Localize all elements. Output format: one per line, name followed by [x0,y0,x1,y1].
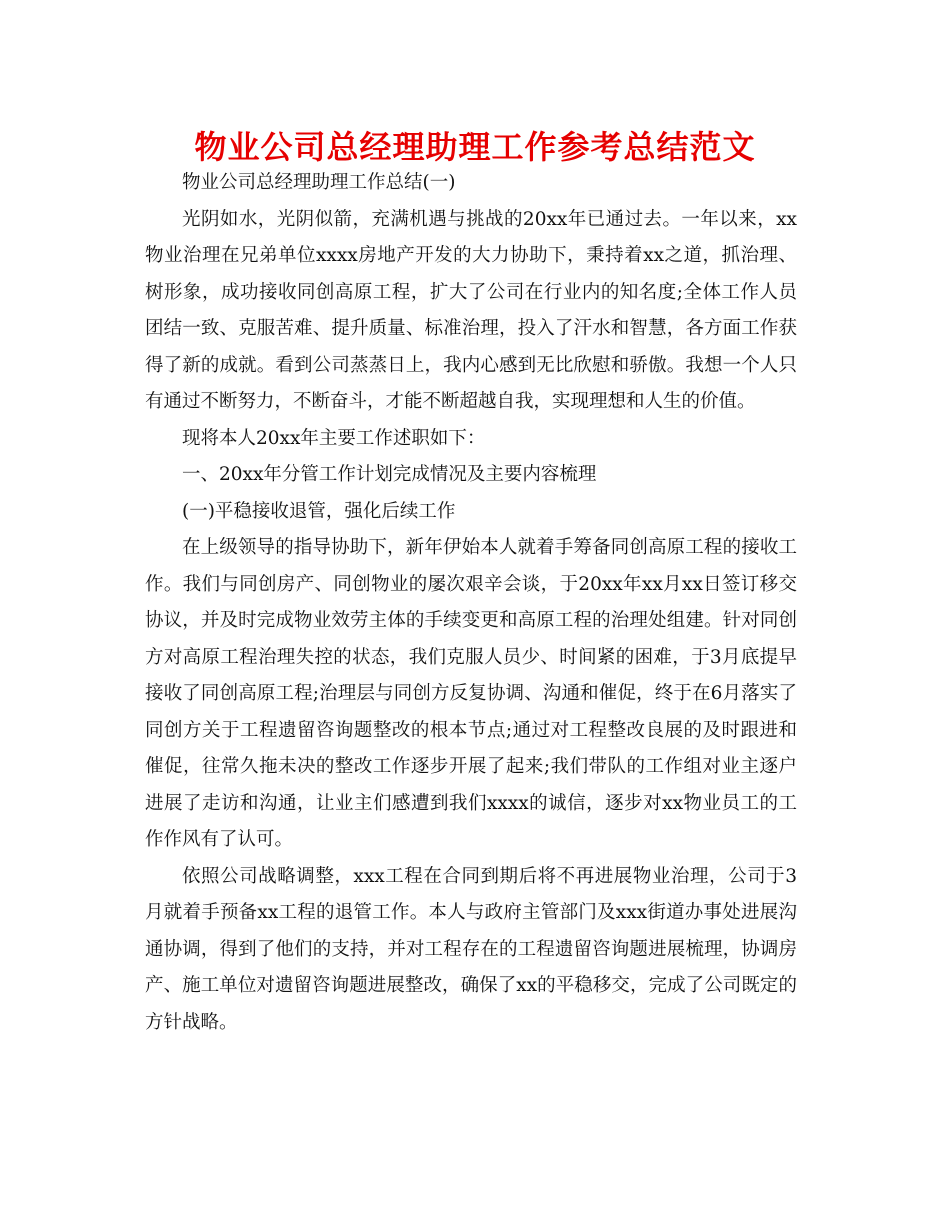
paragraph-withdrawal: 依照公司战略调整，xxx工程在合同到期后将不再进展物业治理，公司于3月就着手预备xx工程的退管工作。本人与政府主管部门及xxx街道办事处进展沟通协调，得到了他们的支持，并对工程存在的工程遗留咨询题进展梳理，协调房产、施工单位对遗留咨询题进展整改，确保了xx的平稳移交，完成了公司既定的方针战略。 [145,865,797,1033]
document-title: 物业公司总经理助理工作参考总结范文 [194,128,756,166]
paragraph-report-lead: 现将本人20xx年主要工作述职如下： [182,427,486,449]
paragraph-intro: 光阴如水，光阴似箭，充满机遇与挑战的20xx年已通过去。一年以来，xx物业治理在兄弟单位xxxx房地产开发的大力协助下，秉持着xx之道，抓治理、树形象，成功接收同创高原工程，扩大了公司在行业内的知名度;全体工作人员团结一致、克服苦难、提升质量、标准治理，投入了汗水和智慧，各方面工作获得了新的成就。看到公司蒸蒸日上，我内心感到无比欣慰和骄傲。我想一个人只有通过不断努力，不断奋斗，才能不断超越自我，实现理想和人生的价值。 [145,208,797,412]
paragraph-handover: 在上级领导的指导协助下，新年伊始本人就着手筹备同创高原工程的接收工作。我们与同创房产、同创物业的屡次艰辛会谈，于20xx年xx月xx日签订移交协议，并及时完成物业效劳主体的手续变更和高原工程的治理处组建。针对同创方对高原工程治理失控的状态，我们克服人员少、时间紧的困难，于3月底提早接收了同创高原工程;治理层与同创方反复协调、沟通和催促，终于在6月落实了同创方关于工程遗留咨询题整改的根本节点;通过对工程整改良展的及时跟进和催促，往常久拖未决的整改工作逐步开展了起来;我们带队的工作组对业主逐户进展了走访和沟通，让业主们感遭到我们xxxx的诚信，逐步对xx物业员工的工作作风有了认可。 [145,537,797,850]
document-body [145,165,797,1041]
subsection-heading-one: (一)平稳接收退管，强化后续工作 [182,500,456,522]
section-heading-summary-one: 物业公司总经理助理工作总结(一) [182,172,456,193]
section-heading-one: 一、20xx年分管工作计划完成情况及主要内容梳理 [182,464,597,485]
